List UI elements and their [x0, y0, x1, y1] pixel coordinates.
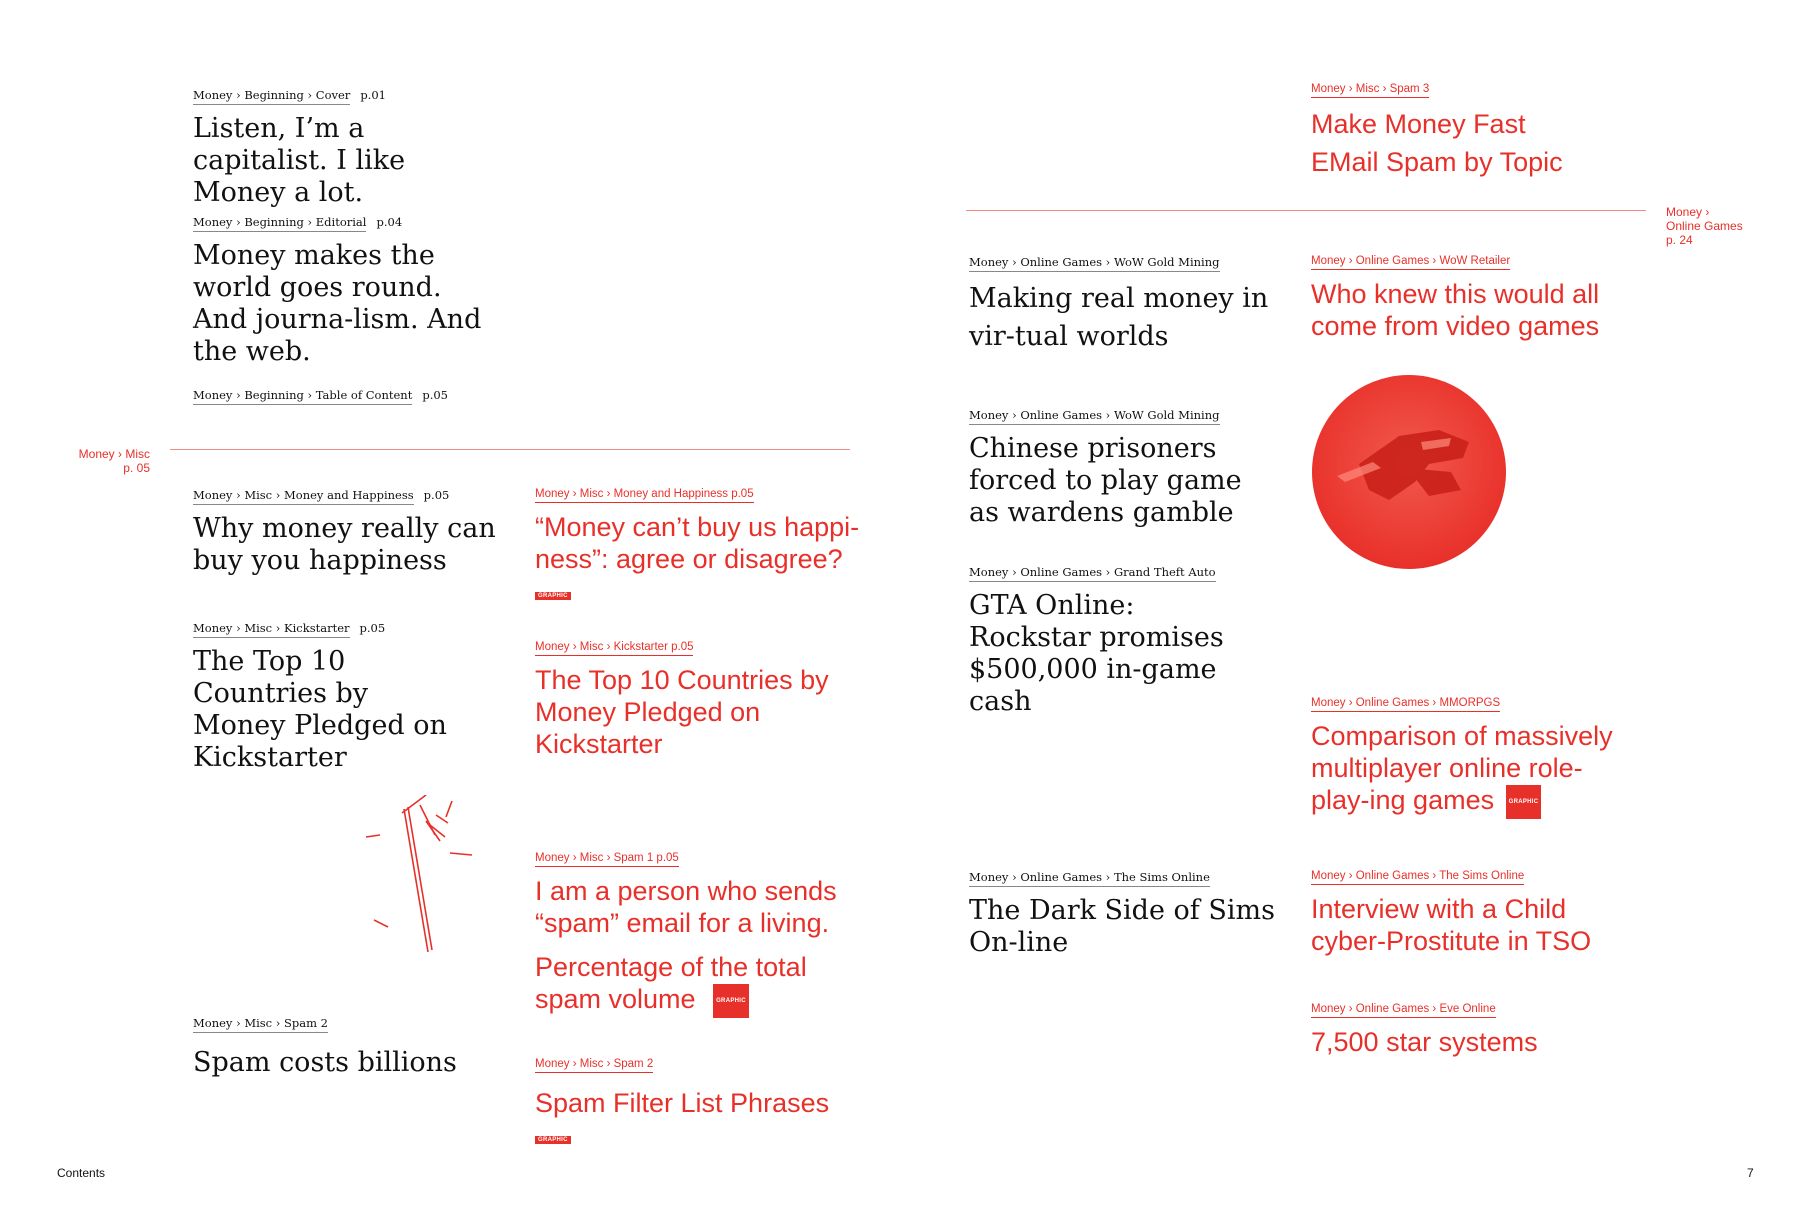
crumb: Money › Online Games › WoW Retailer	[1311, 255, 1510, 270]
crumb: Money › Beginning › Cover	[193, 88, 350, 105]
toc-graphic-spam-1[interactable]	[535, 848, 855, 1018]
crumb: Money › Misc › Kickstarter p.05	[535, 641, 693, 656]
toc-graphic-wow-retailer[interactable]	[1311, 251, 1641, 342]
entry-title: Why money really can buy you happiness	[193, 513, 496, 576]
graphic-badge: GRAPHIC	[535, 592, 571, 600]
toc-entry-cover[interactable]	[193, 84, 493, 209]
crumb: Money › Online Games › The Sims Online	[969, 870, 1210, 887]
crumb: Money › Online Games › Eve Online	[1311, 1003, 1496, 1018]
toc-graphic-sims-interview[interactable]	[1311, 866, 1631, 957]
toc-graphic-kickstarter[interactable]	[535, 637, 835, 760]
toc-graphic-spam-filter[interactable]	[535, 1054, 875, 1149]
video-game-circle-image	[1311, 372, 1507, 572]
entry-title: GTA Online: Rockstar promises $500,000 in-game cash	[969, 590, 1224, 717]
crumb: Money › Misc › Money and Happiness	[193, 488, 414, 505]
online-games-section-rule	[966, 210, 1646, 211]
page-number: p.01	[360, 88, 386, 102]
toc-entry-table-of-content[interactable]	[193, 384, 493, 405]
entry-title: 7,500 star systems	[1311, 1027, 1538, 1057]
page-number: p.05	[423, 488, 450, 502]
crumb: Money › Beginning › Editorial	[193, 215, 366, 232]
graphic-badge: GRAPHIC	[535, 1136, 571, 1144]
crumb: Money › Misc › Spam 1 p.05	[535, 852, 679, 867]
entry-title: The Dark Side of Sims On-line	[969, 895, 1275, 958]
toc-entry-wow-gold-1[interactable]	[969, 251, 1289, 356]
toc-graphic-happiness[interactable]	[535, 484, 875, 605]
entry-title: Who knew this would all come from video games	[1311, 279, 1600, 341]
graphic-badge: GRAPHIC	[713, 984, 749, 1018]
page-number: p.04	[376, 215, 403, 229]
entry-title: Listen, I’m a capitalist. I like Money a lot.	[193, 113, 406, 208]
graphic-badge: GRAPHIC	[1506, 785, 1542, 819]
crumb: Money › Misc › Spam 2	[193, 1016, 328, 1033]
entry-title: Interview with a Child cyber-Prostitute in TSO	[1311, 894, 1592, 956]
entry-title: The Top 10 Countries by Money Pledged on Kickstarter	[193, 646, 447, 773]
crumb: Money › Online Games › WoW Gold Mining	[969, 408, 1220, 425]
footer-section-name: Contents	[57, 1166, 106, 1180]
toc-graphic-spam-3[interactable]	[1311, 79, 1651, 178]
entry-title: I am a person who sends “spam” email for a living.	[535, 876, 837, 938]
entry-title: Spam Filter List Phrases	[535, 1088, 830, 1118]
entry-title: The Top 10 Countries by Money Pledged on Kickstarter	[535, 665, 829, 759]
toc-entry-editorial[interactable]	[193, 211, 493, 368]
toc-graphic-eve-online[interactable]	[1311, 999, 1631, 1058]
spam-sticks-illustration	[360, 795, 480, 955]
entry-title: Make Money Fast	[1311, 109, 1526, 139]
entry-title: Spam costs billions	[193, 1047, 457, 1078]
crumb: Money › Online Games › The Sims Online	[1311, 870, 1524, 885]
toc-entry-spam-2[interactable]	[193, 1012, 493, 1079]
crumb: Money › Misc › Money and Happiness p.05	[535, 488, 754, 503]
crumb: Money › Misc › Spam 3	[1311, 83, 1429, 98]
entry-title: “Money can’t buy us happi-ness”: agree or disagree?	[535, 512, 860, 574]
entry-title: Money makes the world goes round. And journa-lism. And the web.	[193, 240, 482, 367]
page-number: p.05	[359, 621, 386, 635]
crumb: Money › Misc › Spam 2	[535, 1058, 653, 1073]
crumb: Money › Online Games › Grand Theft Auto	[969, 565, 1216, 582]
entry-title: Comparison of massively multiplayer online role-play-ing games GRAPHIC	[1311, 720, 1631, 819]
section-label-misc: Money › Misc p. 05	[78, 447, 150, 475]
toc-entry-kickstarter[interactable]	[193, 617, 463, 774]
entry-title: Chinese prisoners forced to play game as wardens gamble	[969, 433, 1242, 528]
toc-graphic-mmorpg[interactable]	[1311, 693, 1631, 819]
toc-entry-gta[interactable]	[969, 561, 1259, 718]
entry-title: Making real money in vir-tual worlds	[969, 283, 1269, 352]
crumb: Money › Beginning › Table of Content	[193, 388, 412, 405]
toc-entry-money-happiness[interactable]	[193, 484, 513, 577]
toc-entry-wow-gold-2[interactable]	[969, 404, 1279, 529]
toc-entry-sims[interactable]	[969, 866, 1299, 959]
section-label-online-games: Money › Online Games p. 24	[1666, 205, 1743, 247]
page-number: p.05	[422, 388, 448, 402]
entry-subtitle: EMail Spam by Topic	[1311, 147, 1563, 177]
crumb: Money › Misc › Kickstarter	[193, 621, 350, 638]
crumb: Money › Online Games › MMORPGS	[1311, 697, 1500, 712]
misc-section-rule	[170, 449, 850, 450]
crumb: Money › Online Games › WoW Gold Mining	[969, 255, 1220, 272]
entry-subtitle: Percentage of the total spam volume GRAPHIC	[535, 951, 855, 1018]
page-number-footer: 7	[1747, 1166, 1754, 1180]
